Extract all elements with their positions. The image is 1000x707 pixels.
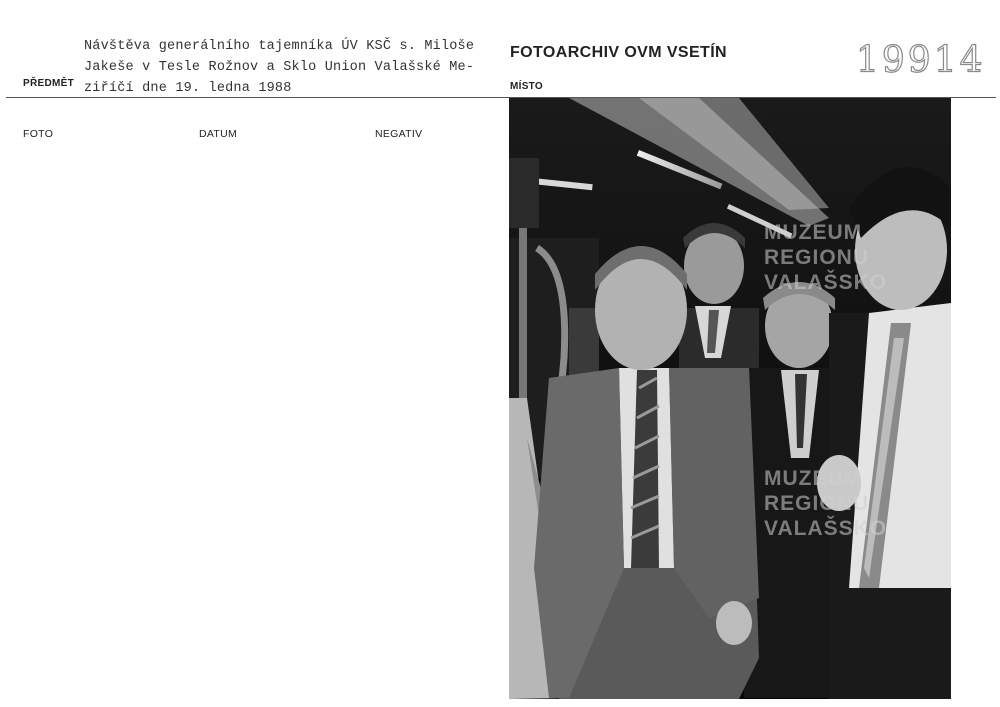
watermark-line2: REGIONU (764, 492, 870, 515)
photo-scene (509, 98, 951, 699)
watermark-line1: MUZEUM (764, 467, 863, 490)
watermark-top (764, 220, 887, 295)
label-misto: MÍSTO (510, 81, 543, 92)
watermark-line1: MUZEUM (764, 221, 863, 244)
subject-text: Návštěva generálního tajemníka ÚV KSČ s. Miloše Jakeše v Tesle Rožnov a Sklo Union Valašské Me- ziříčí dne 19. ledna 1988 (84, 39, 475, 96)
watermark-line3: VALAŠSKO (764, 517, 888, 540)
archive-name: FOTOARCHIV OVM VSETÍN (510, 44, 728, 61)
archive-photo (509, 98, 951, 699)
watermark-line2: REGIONU (764, 246, 870, 269)
label-predmet: PŘEDMĚT (23, 78, 74, 89)
watermark-bottom (764, 466, 887, 541)
catalog-number: 19914 (856, 40, 986, 81)
label-negativ: NEGATIV (375, 128, 423, 140)
watermark-line3: VALAŠSKO (764, 271, 888, 294)
label-datum: DATUM (199, 128, 238, 140)
label-foto: FOTO (23, 128, 54, 140)
